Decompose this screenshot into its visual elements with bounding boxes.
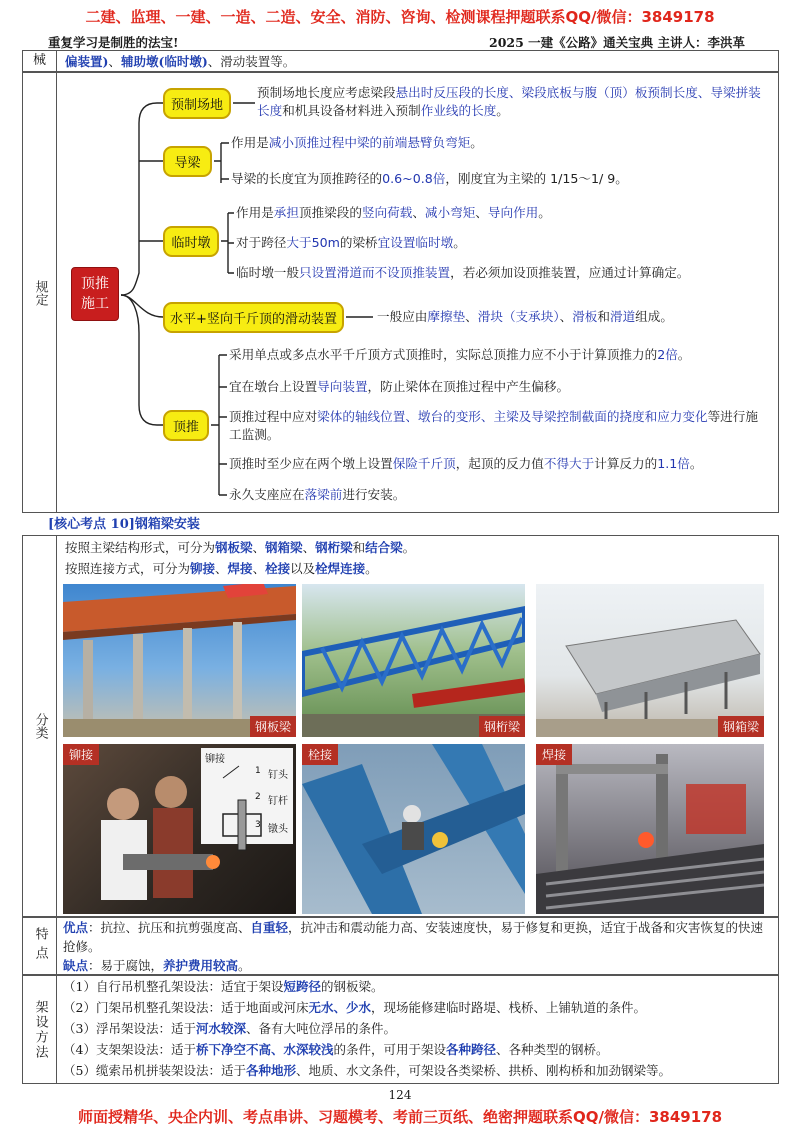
leaf-temp-pier-2: 对于跨径大于50m的梁桥宜设置临时墩。 <box>236 235 466 250</box>
top-row-text: 偏装置)、辅助墩(临时墩)、滑动装置等。 <box>65 54 296 69</box>
photo-bolting-art <box>302 744 525 914</box>
node-temp-pier: 临时墩 <box>163 226 219 257</box>
method-4: （4）支架架设法：适于桥下净空不高、水深较浅的条件，可用于架设各种跨径、各种类型的钢桥。 <box>63 1042 609 1057</box>
leaf-pushing-1: 采用单点或多点水平千斤顶方式顶推时，实际总顶推力应不小于计算顶推力的2倍。 <box>229 347 691 362</box>
features-advantages: 优点：抗拉、抗压和抗剪强度高、自重轻，抗冲击和震动能力高、安装速度快，易于修复和更换，适宜于战备和灾害恢复的快速抢修。 <box>63 920 764 954</box>
classify-line-1: 按照主梁结构形式，可分为钢板梁、钢箱梁、钢桁梁和结合梁。 <box>65 540 416 555</box>
photo-riveting-art <box>63 744 296 914</box>
rivet-num-2: 2 <box>255 792 261 802</box>
course-info: 2025 一建《公路》通关宝典 主讲人：李洪革 <box>489 35 745 50</box>
connector-8 <box>221 213 234 273</box>
photo-steel-box-girder-art <box>536 584 764 737</box>
connector-1 <box>121 103 163 295</box>
mindmap-section <box>22 72 779 513</box>
methods-label: 架设方法 <box>23 976 57 1083</box>
features-disadvantages: 缺点：易于腐蚀，养护费用较高。 <box>63 958 251 973</box>
connector-7 <box>214 143 229 183</box>
photo-welding-art <box>536 744 764 914</box>
top-banner: 二建、监理、一建、一造、二造、安全、消防、咨询、检测课程押题联系QQ/微信：3849178 <box>85 8 715 26</box>
caption-welding: 焊接 <box>536 744 572 765</box>
photo-bolting <box>302 744 525 914</box>
node-slide-device: 水平+竖向千斤顶的滑动装置 <box>163 302 344 333</box>
rivet-num-3: 3 <box>255 820 261 830</box>
classify-label: 分类 <box>23 536 57 916</box>
classify-line-2: 按照连接方式，可分为铆接、焊接、栓接以及栓焊连接。 <box>65 561 378 576</box>
root-node: 顶推 施工 <box>71 267 119 321</box>
features-label: 特点 <box>23 918 57 974</box>
photo-welding <box>536 744 764 914</box>
leaf-slide-device: 一般应由摩擦垫、滑块（支承块）、滑板和滑道组成。 <box>377 309 673 324</box>
caption-steel-box-girder: 钢箱梁 <box>718 716 764 737</box>
photo-steel-plate-girder-art <box>63 584 296 737</box>
method-2: （2）门架吊机整孔架设法：适于地面或河床无水、少水，现场能修建临时路堤、栈桥、上铺轨道的条件。 <box>63 1000 646 1015</box>
photo-steel-truss-girder <box>302 584 525 737</box>
caption-riveting: 铆接 <box>63 744 99 765</box>
method-1: （1）自行吊机整孔架设法：适宜于架设短跨径的钢板梁。 <box>63 979 384 994</box>
rivet-num-1: 1 <box>255 766 261 776</box>
leaf-precast-yard: 预制场地长度应考虑梁段悬出时反压段的长度、梁段底板与腹（顶）板预制长度、导梁拼装长度和机具设备材料进入预制作业线的长度。 <box>257 85 761 118</box>
connector-5 <box>121 295 163 425</box>
mindmap-section-label: 规定 <box>23 73 57 512</box>
photo-steel-plate-girder <box>63 584 296 737</box>
leaf-temp-pier-3: 临时墩一般只设置滑道而不设顶推装置，若必须加设顶推装置，应通过计算确定。 <box>236 265 690 280</box>
photo-steel-box-girder <box>536 584 764 737</box>
method-5: （5）缆索吊机拼装架设法：适于各种地形、地质、水文条件，可架设各类梁桥、拱桥、刚构桥和加劲钢梁等。 <box>63 1063 671 1078</box>
node-guide-beam: 导梁 <box>163 146 212 177</box>
photo-riveting <box>63 744 296 914</box>
rivet-head-label: 钉头 <box>268 770 288 781</box>
rivet-shank-label: 钉杆 <box>268 796 288 807</box>
methods-section <box>22 975 779 1084</box>
caption-bolting: 栓接 <box>302 744 338 765</box>
caption-steel-plate-girder: 钢板梁 <box>250 716 296 737</box>
connector-10 <box>211 355 227 495</box>
photo-steel-truss-girder-art <box>302 584 525 737</box>
leaf-guide-beam-2: 导梁的长度宜为顶推跨径的0.6~0.8倍，刚度宜为主梁的 1/15～1/ 9。 <box>231 171 628 186</box>
node-pushing: 顶推 <box>163 410 209 441</box>
leaf-pushing-4: 顶推时至少应在两个墩上设置保险千斤顶，起顶的反力值不得大于计算反力的1.1倍。 <box>229 456 703 471</box>
page-number: 124 <box>388 1088 412 1102</box>
leaf-temp-pier-1: 作用是承担顶推梁段的竖向荷载、减小弯矩、导向作用。 <box>236 205 551 220</box>
leaf-pushing-2: 宜在墩台上设置导向装置，防止梁体在顶推过程中产生偏移。 <box>229 379 570 394</box>
rivet-diagram-title: 铆接 <box>205 754 225 765</box>
motto: 重复学习是制胜的法宝! <box>48 35 179 50</box>
classify-section <box>22 535 779 917</box>
top-row-label: 械 <box>23 51 57 71</box>
features-section <box>22 917 779 975</box>
method-3: （3）浮吊架设法：适于河水较深、备有大吨位浮吊的条件。 <box>63 1021 396 1036</box>
top-row <box>22 50 779 72</box>
section-title: [核心考点 10]钢箱梁安装 <box>48 517 200 532</box>
leaf-pushing-3: 顶推过程中应对梁体的轴线位置、墩台的变形、主梁及导梁控制截面的挠度和应力变化等进行施工监测。 <box>229 409 758 442</box>
leaf-guide-beam-1: 作用是减小顶推过程中梁的前端悬臂负弯矩。 <box>231 135 483 150</box>
node-precast-yard: 预制场地 <box>163 88 231 119</box>
connector-4 <box>121 295 163 317</box>
bottom-banner: 师面授精华、央企内训、考点串讲、习题模考、考前三页纸、绝密押题联系QQ/微信：3849178 <box>77 1108 723 1126</box>
rivet-tail-label: 镦头 <box>268 824 288 835</box>
leaf-pushing-5: 永久支座应在落梁前进行安装。 <box>229 487 406 502</box>
caption-steel-truss-girder: 钢桁梁 <box>479 716 525 737</box>
